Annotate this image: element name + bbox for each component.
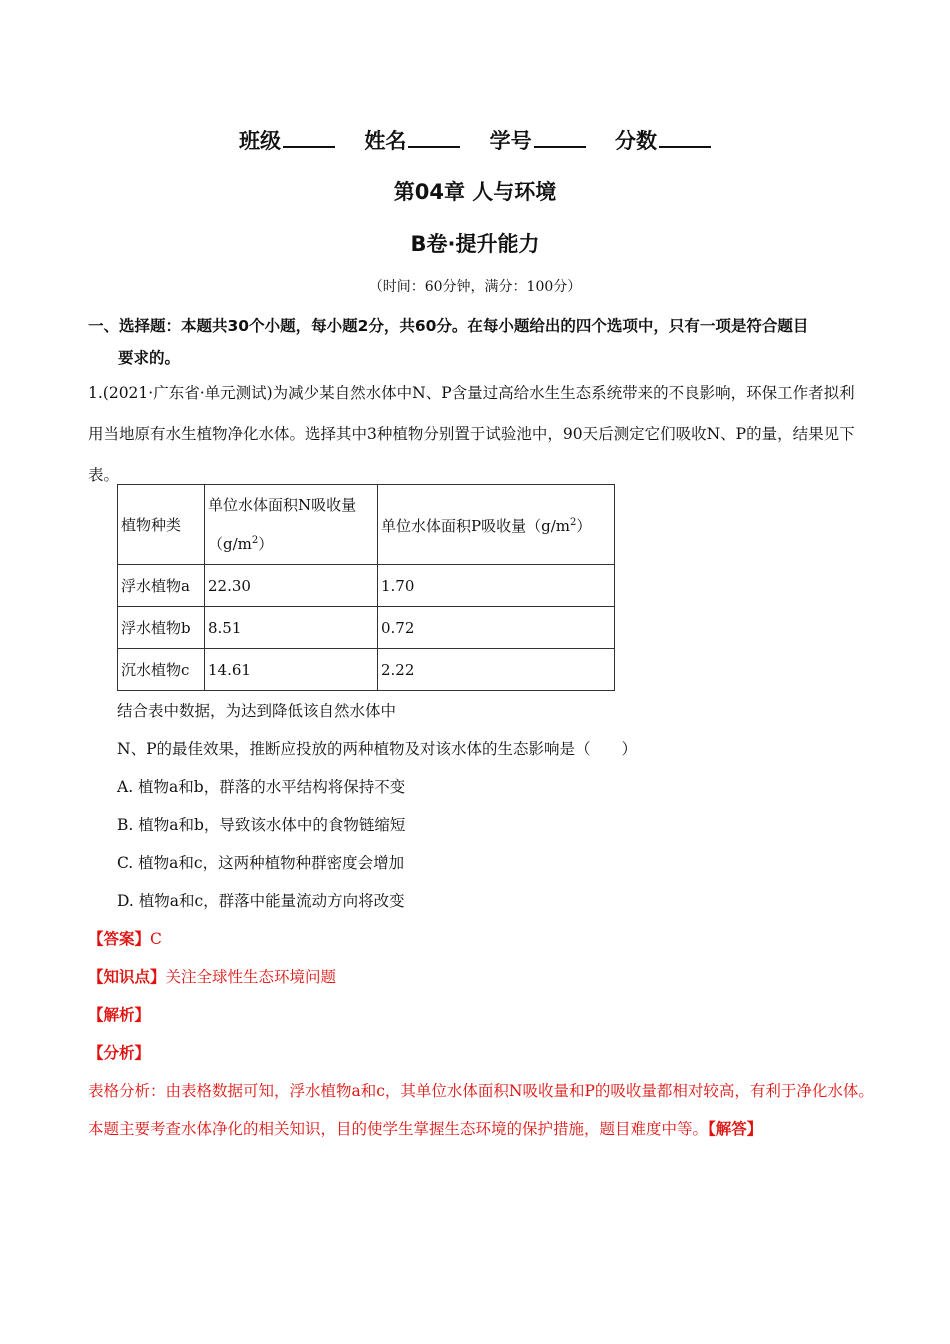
header-plant-type: 植物种类 [118,485,205,565]
knowledge-label: 【知识点】 [88,967,166,986]
cell-n: 22.30 [205,565,378,607]
volume-title: B卷·提升能力 [410,232,540,256]
question-text-line1: 结合表中数据，为达到降低该自然水体中 [117,702,397,720]
option-b[interactable]: B. 植物a和b，导致该水体中的食物链缩短 [117,816,406,834]
student-id-blank[interactable] [534,128,586,148]
cell-p: 1.70 [378,565,615,607]
answer-options [117,768,877,920]
answer-block [88,920,878,1148]
cell-n: 8.51 [205,607,378,649]
analysis-text: 表格分析：由表格数据可知，浮水植物a和c，其单位水体面积N吸收量和P的吸收量都相对较高，有利于净化水体。 [88,1082,874,1100]
table-row [118,607,615,649]
analysis-label: 【解析】 [88,1005,151,1024]
cell-p: 2.22 [378,649,615,691]
option-c[interactable]: C. 植物a和c，这两种植物种群密度会增加 [117,854,405,872]
summary-text: 本题主要考查水体净化的相关知识，目的使学生掌握生态环境的保护措施，题目难度中等。 [88,1120,709,1138]
question-stem: 1.(2021·广东省·单元测试)为减少某自然水体中N、P含量过高给水生生态系统带来的不良影响，环保工作者拟利用当地原有水生植物净化水体。选择其中3种植物分别置于试验池中，90天后测定它们吸收N、P的量，结果见下表。 [88,384,855,484]
cell-n: 14.61 [205,649,378,691]
cell-plant: 浮水植物a [118,565,205,607]
header-p-absorption: 单位水体面积P吸收量$(g/m^2)$ [378,485,615,565]
table-row [118,649,615,691]
knowledge-value: 关注全球性生态环境问题 [165,968,337,986]
chapter-title: 第04章 人与环境 [393,180,557,204]
question-text [117,692,877,730]
class-field[interactable]: 班级 [239,129,335,153]
answer-label: 【答案】 [88,929,151,948]
section-heading [88,310,868,374]
question-text-2 [117,730,877,768]
score-field[interactable]: 分数 [615,129,711,153]
table-header-row [118,485,615,565]
section-heading-line2: 要求的。 [118,349,181,367]
summary-line [88,1110,878,1148]
name-blank[interactable] [408,128,460,148]
question-text-line2: N、P的最佳效果，推断应投放的两种植物及对该水体的生态影响是（ ） [117,740,637,758]
cell-plant: 沉水植物c [118,649,205,691]
fenxi-label: 【分析】 [88,1043,151,1062]
table-row [118,565,615,607]
exam-info: （时间：60分钟，满分：100分） [368,279,582,295]
section-heading-line1: 一、选择题：本题共30个小题，每小题2分，共60分。在每小题给出的四个选项中，只有一项是符合题目 [88,317,809,335]
score-blank[interactable] [659,128,711,148]
student-info-line [0,125,950,155]
class-blank[interactable] [283,128,335,148]
cell-plant: 浮水植物b [118,607,205,649]
student-id-field[interactable]: 学号 [490,129,586,153]
absorption-table [117,484,615,691]
knowledge-line [88,958,878,996]
option-a[interactable]: A. 植物a和b，群落的水平结构将保持不变 [117,778,406,796]
cell-p: 0.72 [378,607,615,649]
answer-line [88,920,878,958]
header-n-absorption: 单位水体面积N吸收量 $(g/m^2)$ [205,485,378,565]
jieda-label: 【解答】 [708,1119,763,1138]
name-field[interactable]: 姓名 [364,129,460,153]
option-d[interactable]: D. 植物a和c，群落中能量流动方向将改变 [117,892,405,910]
answer-value: C [150,930,162,948]
